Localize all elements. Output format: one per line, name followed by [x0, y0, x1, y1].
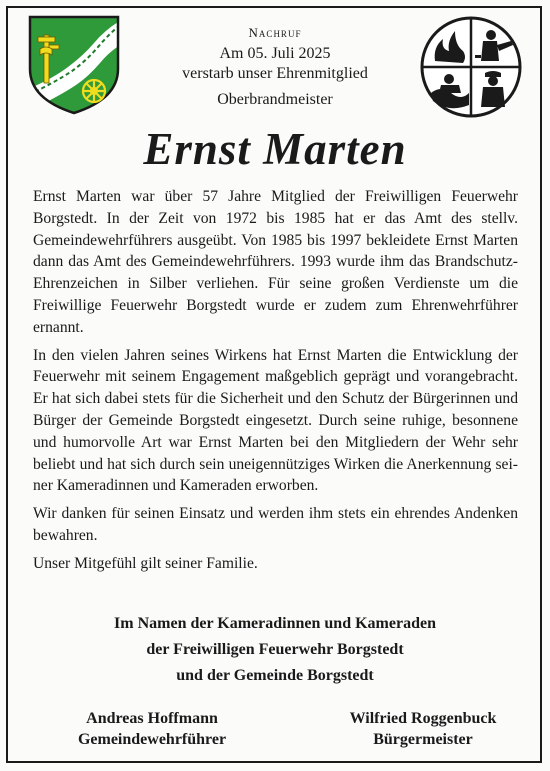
- signer-role: Gemeindewehrführer: [77, 731, 227, 748]
- closing-line: Im Namen der Kameradinnen und Kameraden: [114, 615, 436, 632]
- signature-left: [52, 708, 252, 750]
- deceased-name: Ernst Marten: [143, 124, 407, 174]
- obituary-header: [130, 22, 420, 110]
- rank-title: Oberbrandmeister: [217, 91, 333, 108]
- signer-role: Bürgermeister: [373, 731, 473, 748]
- kicker: Nachruf: [248, 25, 302, 40]
- paragraph: In den vielen Jahren seines Wirkens hat Ernst Marten die Entwicklung der Feuerwehr mit seinem Engagement maßgeblich geprägt und vorangebracht. Er hat sich dabei stets für die Sicherheit und den Schutz der Bürgerinnen und Bürger der Gemeinde Borgstedt eingesetzt. Durch seine ruhige, besonnene und humorvolle Art war Ernst Marten bei den Mitgliedern der Wehr sehr beliebt und hat sich durch sein uneigennütziges Wirken die Anerkennung seiner Kameradinnen und Kameraden erworben.: [33, 346, 518, 495]
- paragraph: Wir danken für seinen Einsatz und werden ihm stets ein ehrendes Andenken bewahren.: [33, 505, 518, 544]
- closing-line: der Freiwilligen Feuerwehr Borgstedt: [146, 641, 404, 658]
- closing-line: und der Gemeinde Borgstedt: [176, 667, 374, 684]
- fire-brigade-emblem-icon: [419, 15, 523, 119]
- signer-name: Andreas Hoffmann: [86, 710, 218, 727]
- closing-block: [0, 611, 550, 689]
- date-line: Am 05. Juli 2025: [219, 45, 331, 62]
- obituary-text: [33, 186, 518, 581]
- signature-right: [323, 708, 523, 750]
- died-line: verstarb unser Ehrenmitglied: [182, 65, 368, 82]
- signer-name: Wilfried Roggenbuck: [349, 710, 497, 727]
- paragraph: Ernst Marten war über 57 Jahre Mitglied der Freiwilligen Feuerwehr Borgstedt. In der Zeit von 1972 bis 1985 hat er das Amt des stellv. Gemeindewehrführers ausgeübt. Von 1985 bis 1997 bekleidete Ernst Marten dann das Amt des Gemeindewehrführers. 1993 wurde ihm das Brandschutz-Ehrenzeichen in Silber verliehen. Für seine großen Verdienste um die Freiwillige Feuerwehr Borgstedt wurde er zudem zum Ehrenwehrführer ernannt.: [33, 188, 518, 336]
- municipal-coat-of-arms-icon: [28, 15, 120, 115]
- paragraph: Unser Mitgefühl gilt seiner Familie.: [33, 554, 258, 572]
